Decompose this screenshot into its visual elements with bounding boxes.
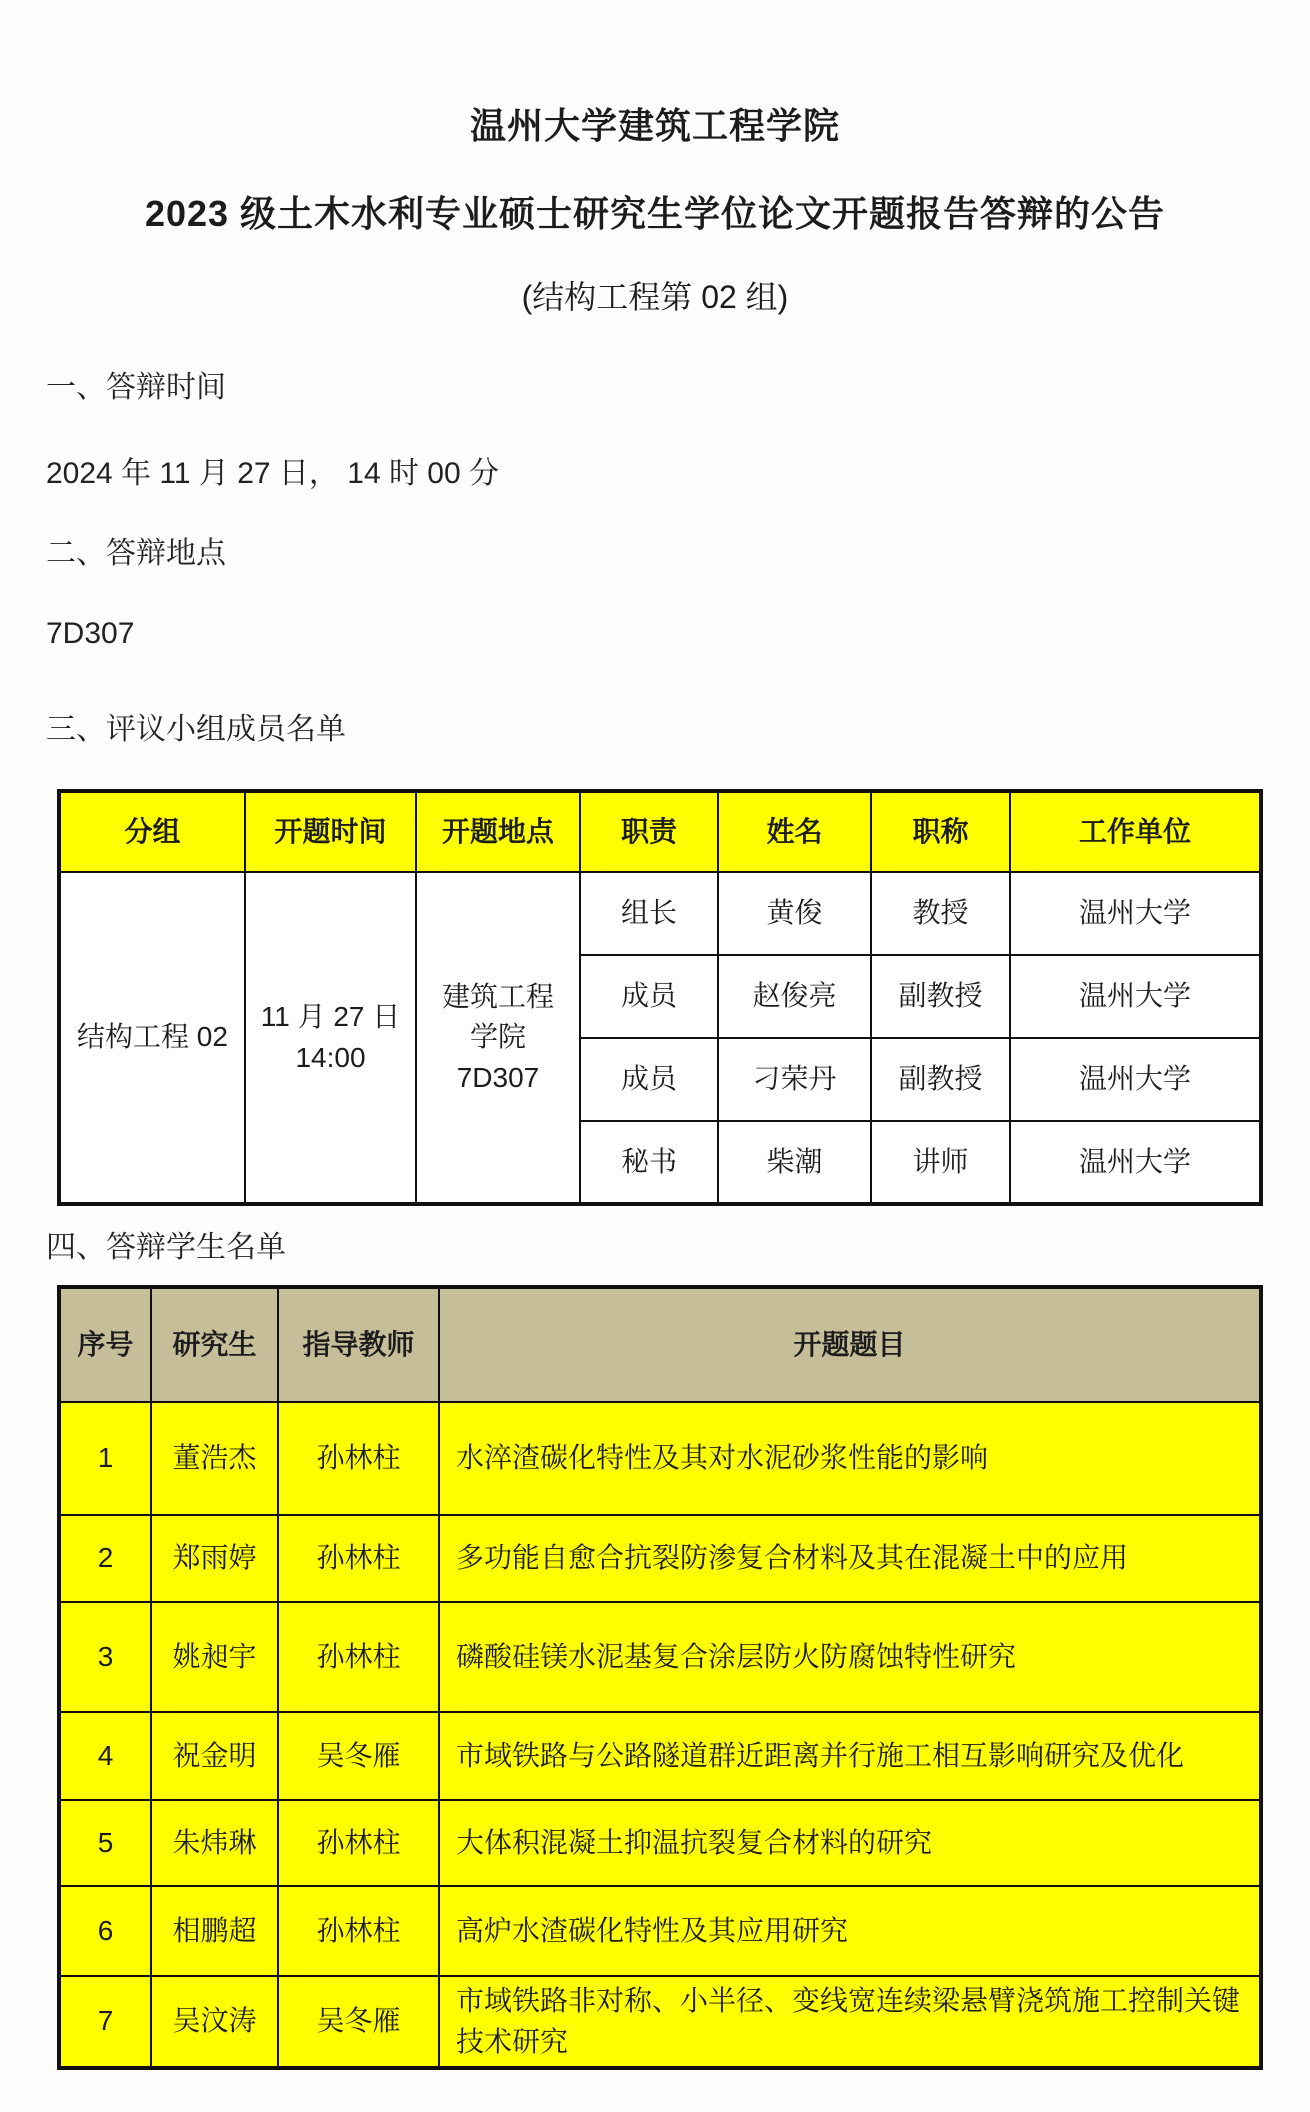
committee-place-line3: 7D307 — [456, 1061, 540, 1093]
student-advisor: 吴冬雁 — [278, 1712, 439, 1800]
student-row — [59, 1800, 1261, 1886]
student-name: 姚昶宇 — [151, 1602, 278, 1712]
student-topic: 磷酸硅镁水泥基复合涂层防火防腐蚀特性研究 — [439, 1602, 1261, 1712]
member-role: 成员 — [580, 955, 718, 1038]
section2-body-room: 7D307 — [46, 617, 135, 650]
member-title: 副教授 — [871, 1038, 1010, 1121]
member-title: 副教授 — [871, 955, 1010, 1038]
students-header-advisor: 指导教师 — [278, 1287, 439, 1402]
committee-time-line1: 11 月 27 日 — [260, 1000, 401, 1032]
committee-header-group: 分组 — [59, 791, 245, 872]
student-topic: 大体积混凝土抑温抗裂复合材料的研究 — [439, 1800, 1261, 1886]
document-title-line2: 2023 级土木水利专业硕士研究生学位论文开题报告答辩的公告 — [144, 193, 1166, 234]
member-name: 赵俊亮 — [718, 955, 871, 1038]
member-name: 刁荣丹 — [718, 1038, 871, 1121]
student-advisor: 孙林柱 — [278, 1602, 439, 1712]
student-no: 5 — [59, 1800, 151, 1886]
student-name: 相鹏超 — [151, 1886, 278, 1976]
section1-heading-defense-time: 一、答辩时间 — [46, 371, 226, 404]
member-title: 讲师 — [871, 1121, 1010, 1204]
student-no: 7 — [59, 1976, 151, 2068]
student-topic: 多功能自愈合抗裂防渗复合材料及其在混凝土中的应用 — [439, 1515, 1261, 1602]
student-name: 朱炜琳 — [151, 1800, 278, 1886]
student-row — [59, 1886, 1261, 1976]
students-header-no: 序号 — [59, 1287, 151, 1402]
student-row — [59, 1976, 1261, 2068]
committee-table — [57, 789, 1263, 1206]
students-header-row — [59, 1287, 1261, 1402]
member-role: 秘书 — [580, 1121, 718, 1204]
document-title-line1: 温州大学建筑工程学院 — [469, 105, 840, 146]
member-org: 温州大学 — [1010, 955, 1261, 1038]
committee-place-line2: 学院 — [469, 1021, 526, 1053]
section4-heading-student-list: 四、答辩学生名单 — [46, 1231, 286, 1264]
student-advisor: 孙林柱 — [278, 1800, 439, 1886]
student-no: 4 — [59, 1712, 151, 1800]
committee-header-time: 开题时间 — [245, 791, 416, 872]
member-org: 温州大学 — [1010, 872, 1261, 955]
committee-time-cell — [245, 872, 416, 1204]
student-no: 1 — [59, 1402, 151, 1515]
student-topic: 市域铁路非对称、小半径、变线宽连续梁悬臂浇筑施工控制关键技术研究 — [439, 1976, 1261, 2068]
student-advisor: 吴冬雁 — [278, 1976, 439, 2068]
committee-header-org: 工作单位 — [1010, 791, 1261, 872]
member-name: 黄俊 — [718, 872, 871, 955]
member-role: 组长 — [580, 872, 718, 955]
students-header-student: 研究生 — [151, 1287, 278, 1402]
committee-place-line1: 建筑工程 — [441, 980, 554, 1012]
committee-header-role: 职责 — [580, 791, 718, 872]
member-title: 教授 — [871, 872, 1010, 955]
student-advisor: 孙林柱 — [278, 1886, 439, 1976]
section1-body-datetime: 2024 年 11 月 27 日， 14 时 00 分 — [46, 457, 500, 490]
member-org: 温州大学 — [1010, 1038, 1261, 1121]
student-row — [59, 1515, 1261, 1602]
student-no: 2 — [59, 1515, 151, 1602]
committee-time-line2: 14:00 — [295, 1041, 366, 1073]
student-name: 祝金明 — [151, 1712, 278, 1800]
student-no: 6 — [59, 1886, 151, 1976]
student-advisor: 孙林柱 — [278, 1515, 439, 1602]
committee-header-name: 姓名 — [718, 791, 871, 872]
student-name: 董浩杰 — [151, 1402, 278, 1515]
student-row — [59, 1402, 1261, 1515]
committee-header-row — [59, 791, 1261, 872]
committee-place-cell — [416, 872, 580, 1204]
students-header-topic: 开题题目 — [439, 1287, 1261, 1402]
section2-heading-defense-location: 二、答辩地点 — [46, 537, 226, 570]
student-topic: 水淬渣碳化特性及其对水泥砂浆性能的影响 — [439, 1402, 1261, 1515]
member-org: 温州大学 — [1010, 1121, 1261, 1204]
committee-group-cell: 结构工程 02 — [59, 872, 245, 1204]
member-name: 柴潮 — [718, 1121, 871, 1204]
member-role: 成员 — [580, 1038, 718, 1121]
student-name: 吴汶涛 — [151, 1976, 278, 2068]
committee-header-title: 职称 — [871, 791, 1010, 872]
document-subtitle-group: (结构工程第 02 组) — [521, 279, 789, 315]
student-row — [59, 1712, 1261, 1800]
student-name: 郑雨婷 — [151, 1515, 278, 1602]
students-table — [57, 1285, 1263, 2070]
student-topic: 市域铁路与公路隧道群近距离并行施工相互影响研究及优化 — [439, 1712, 1261, 1800]
section3-heading-committee-list: 三、评议小组成员名单 — [46, 713, 346, 746]
committee-header-place: 开题地点 — [416, 791, 580, 872]
student-no: 3 — [59, 1602, 151, 1712]
student-advisor: 孙林柱 — [278, 1402, 439, 1515]
student-topic: 高炉水渣碳化特性及其应用研究 — [439, 1886, 1261, 1976]
student-row — [59, 1602, 1261, 1712]
committee-row-chair — [59, 872, 1261, 955]
